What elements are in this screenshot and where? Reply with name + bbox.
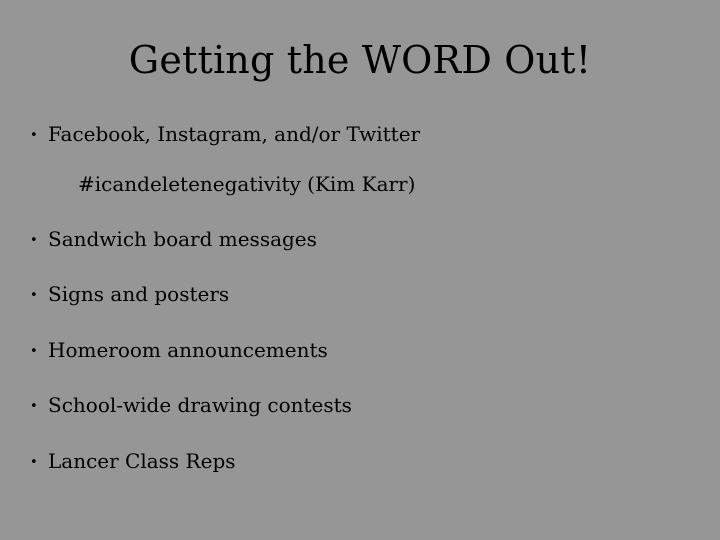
list-item bbox=[30, 282, 229, 308]
list-item bbox=[30, 449, 236, 475]
list-item bbox=[30, 393, 352, 419]
list-item-text: Lancer Class Reps bbox=[48, 449, 236, 473]
list-item bbox=[30, 227, 317, 253]
slide-title: Getting the WORD Out! bbox=[128, 38, 592, 82]
bullet-icon: • bbox=[30, 455, 38, 470]
list-item-text: School-wide drawing contests bbox=[48, 393, 352, 417]
hashtag-text: #icandeletenegativity (Kim Karr) bbox=[78, 172, 416, 196]
bullet-icon: • bbox=[30, 233, 38, 248]
bullet-icon: • bbox=[30, 344, 38, 359]
list-item-text: Homeroom announcements bbox=[48, 338, 328, 362]
list-item-text: Sandwich board messages bbox=[48, 227, 317, 251]
list-item bbox=[30, 122, 420, 148]
list-item-text: Facebook, Instagram, and/or Twitter bbox=[48, 122, 421, 146]
bullet-icon: • bbox=[30, 288, 38, 303]
bullet-icon: • bbox=[30, 399, 38, 414]
list-item-text: Signs and posters bbox=[48, 282, 230, 306]
bullet-icon: • bbox=[30, 128, 38, 143]
list-item bbox=[30, 338, 328, 364]
sub-line bbox=[78, 172, 415, 196]
